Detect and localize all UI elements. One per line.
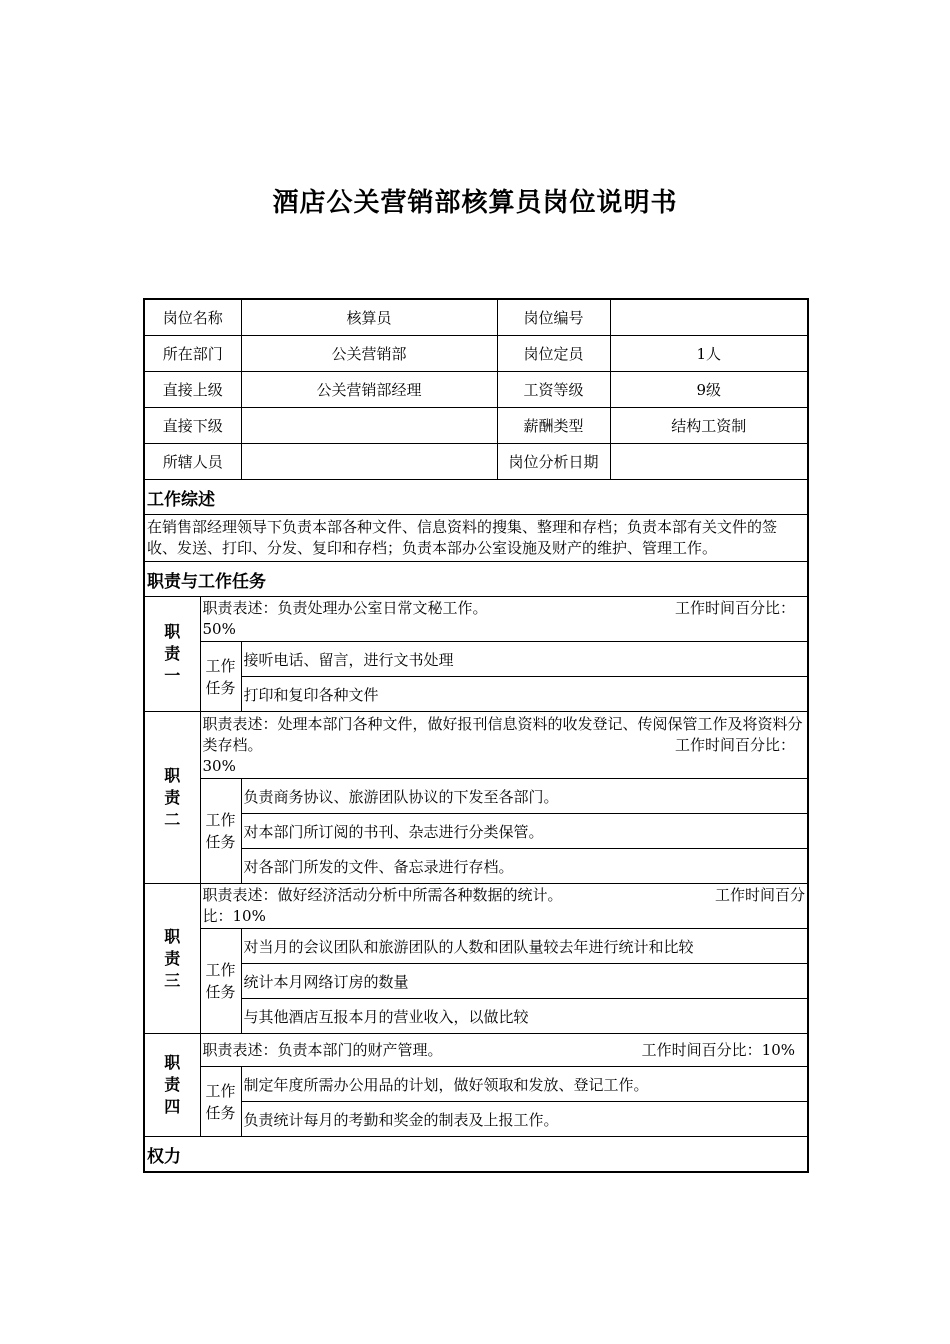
task-label (200, 642, 241, 712)
document-title: 酒店公关营销部核算员岗位说明书 (272, 188, 678, 218)
duty-block (144, 597, 808, 642)
duty-label (144, 597, 200, 712)
info-label: 直接下级 (144, 408, 241, 444)
info-row (144, 299, 808, 336)
info-value: 公关营销部 (241, 336, 497, 372)
info-label: 薪酬类型 (497, 408, 610, 444)
duty-label (144, 1034, 200, 1137)
authority-heading: 权力 (144, 1137, 808, 1173)
duty-label-text: 职责二 (164, 765, 181, 829)
task-item: 负责统计每月的考勤和奖金的制表及上报工作。 (241, 1102, 808, 1137)
info-label: 直接上级 (144, 372, 241, 408)
pct-value: 50% (202, 620, 236, 638)
task-item: 统计本月网络订房的数量 (241, 964, 808, 999)
info-label: 岗位名称 (144, 299, 241, 336)
duty-block (144, 1034, 808, 1067)
duty-label (144, 884, 200, 1034)
statement-text: 职责表述：负责处理办公室日常文秘工作。 (202, 599, 488, 617)
info-value: 9级 (610, 372, 808, 408)
duty-block (144, 712, 808, 779)
info-value: 结构工资制 (610, 408, 808, 444)
pct-label: 工作时间百分比： (675, 735, 796, 754)
duty-label (144, 712, 200, 884)
info-value (610, 299, 808, 336)
info-row (144, 372, 808, 408)
task-label-text: 工作任务 (205, 1081, 236, 1122)
statement-text: 职责表述：处理本部门各种文件，做好报刊信息资料的收发登记、传阅保管工作及将资料分类存档。 (202, 714, 803, 754)
task-item: 负责商务协议、旅游团队协议的下发至各部门。 (241, 779, 808, 814)
info-label: 岗位编号 (497, 299, 610, 336)
task-label (200, 1067, 241, 1137)
task-item: 制定年度所需办公用品的计划，做好领取和发放、登记工作。 (241, 1067, 808, 1102)
task-item: 对本部门所订阅的书刊、杂志进行分类保管。 (241, 814, 808, 849)
statement-text: 职责表述：负责本部门的财产管理。 (202, 1040, 443, 1059)
task-label-text: 工作任务 (205, 811, 236, 851)
info-label: 岗位定员 (497, 336, 610, 372)
task-label (200, 779, 241, 884)
info-value: 公关营销部经理 (241, 372, 497, 408)
pct-label: 工作时间百分比： (675, 599, 796, 617)
duty-statement (200, 884, 808, 929)
duty-label-text: 职责一 (164, 622, 181, 685)
task-label-text: 工作任务 (205, 656, 236, 697)
duties-heading: 职责与工作任务 (144, 562, 808, 597)
info-row (144, 408, 808, 444)
task-label-text: 工作任务 (205, 961, 236, 1001)
info-value: 1人 (610, 336, 808, 372)
summary-heading: 工作综述 (144, 480, 808, 515)
pct-label: 工作时间百分比：10% (641, 1040, 796, 1059)
pct-value: 30% (202, 756, 236, 775)
info-label: 所辖人员 (144, 444, 241, 480)
duty-label-text: 职责四 (164, 1053, 181, 1116)
task-item: 接听电话、留言，进行文书处理 (241, 642, 808, 677)
job-description-table (143, 298, 809, 1173)
pct-label: 工作时间百分 (715, 886, 806, 904)
duty-label-text: 职责三 (164, 926, 181, 990)
info-label: 岗位分析日期 (497, 444, 610, 480)
summary-text: 在销售部经理领导下负责本部各种文件、信息资料的搜集、整理和存档；负责本部有关文件的签收、发送、打印、分发、复印和存档；负责本部办公室设施及财产的维护、管理工作。 (144, 515, 808, 562)
info-value (241, 408, 497, 444)
info-label: 工资等级 (497, 372, 610, 408)
info-value: 核算员 (241, 299, 497, 336)
task-item: 与其他酒店互报本月的营业收入，以做比较 (241, 999, 808, 1034)
info-value (610, 444, 808, 480)
info-row (144, 444, 808, 480)
duty-statement (200, 597, 808, 642)
duty-block (144, 884, 808, 929)
info-row (144, 336, 808, 372)
pct-value: 比：10% (202, 907, 266, 925)
task-item: 对当月的会议团队和旅游团队的人数和团队量较去年进行统计和比较 (241, 929, 808, 964)
statement-text: 职责表述：做好经济活动分析中所需各种数据的统计。 (202, 886, 563, 904)
duty-statement (200, 712, 808, 779)
task-item: 对各部门所发的文件、备忘录进行存档。 (241, 849, 808, 884)
task-label (200, 929, 241, 1034)
duty-statement (200, 1034, 808, 1067)
info-label: 所在部门 (144, 336, 241, 372)
task-item: 打印和复印各种文件 (241, 677, 808, 712)
info-value (241, 444, 497, 480)
